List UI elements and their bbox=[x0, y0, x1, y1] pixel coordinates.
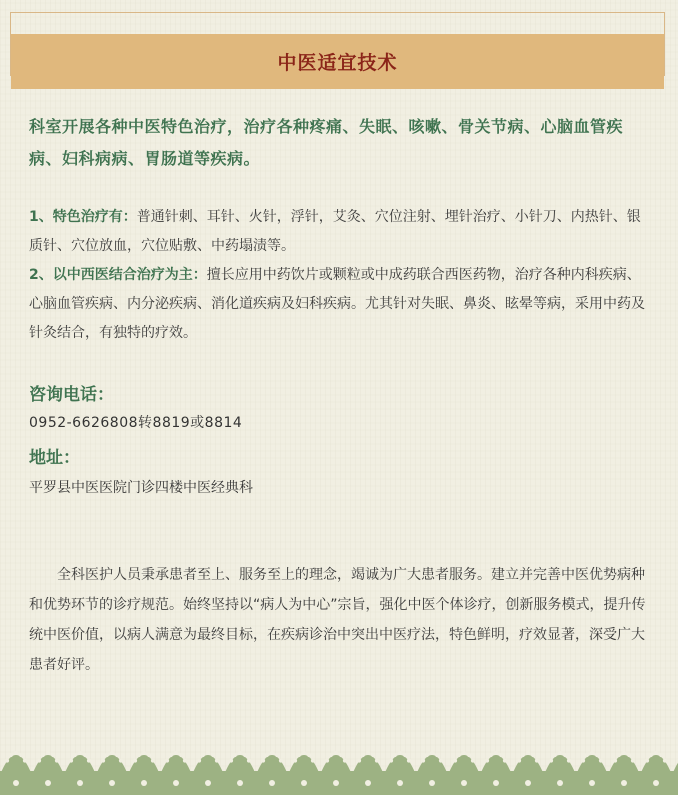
intro-text: 科室开展各种中医特色治疗，治疗各种疼痛、失眠、咳嗽、骨关节病、心脑血管疾病、妇科病病、胃肠道等疾病。 bbox=[29, 117, 624, 168]
item-label: 1、特色治疗有： bbox=[29, 209, 137, 225]
item-text: 普通针刺、耳针、火针，浮针，艾灸、穴位注射、埋针治疗、小针刀、内热针、银质针、穴位放血，穴位贴敷、中药塌渍等。 bbox=[29, 209, 641, 254]
phone-label: 咨询电话： bbox=[29, 385, 114, 405]
item-label: 2、以中西医结合治疗为主： bbox=[29, 267, 207, 283]
title-banner bbox=[11, 34, 664, 89]
closing-paragraph: 全科医护人员秉承患者至上、服务至上的理念，竭诚为广大患者服务。建立并完善中医优势病种和优势环节的诊疗规范。始终坚持以“病人为中心”宗旨，强化中医个体诊疗，创新服务模式，提升传统中医价值，以病人满意为最终目标，在疾病诊治中突出中医疗法，特色鲜明，疗效显著，深受广大患者好评。 bbox=[29, 567, 646, 673]
treatment-list bbox=[29, 203, 649, 348]
address-label: 地址： bbox=[29, 448, 80, 468]
phone-value: 0952-6626808转8819或8814 bbox=[29, 415, 243, 431]
list-item bbox=[29, 203, 649, 261]
page-title: 中医适宜技术 bbox=[277, 52, 398, 74]
title-frame bbox=[10, 12, 665, 76]
address-value: 平罗县中医医院门诊四楼中医经典科 bbox=[29, 480, 253, 496]
list-item bbox=[29, 261, 649, 348]
item-text: 擅长应用中药饮片或颗粒或中成药联合西医药物，治疗各种内科疾病、心脑血管疾病、内分泌疾病、消化道疾病及妇科疾病。尤其针对失眠、鼻炎、眩晕等病，采用中药及针灸结合，有独特的疗效。 bbox=[29, 267, 645, 341]
decorative-lace-border bbox=[0, 735, 678, 795]
